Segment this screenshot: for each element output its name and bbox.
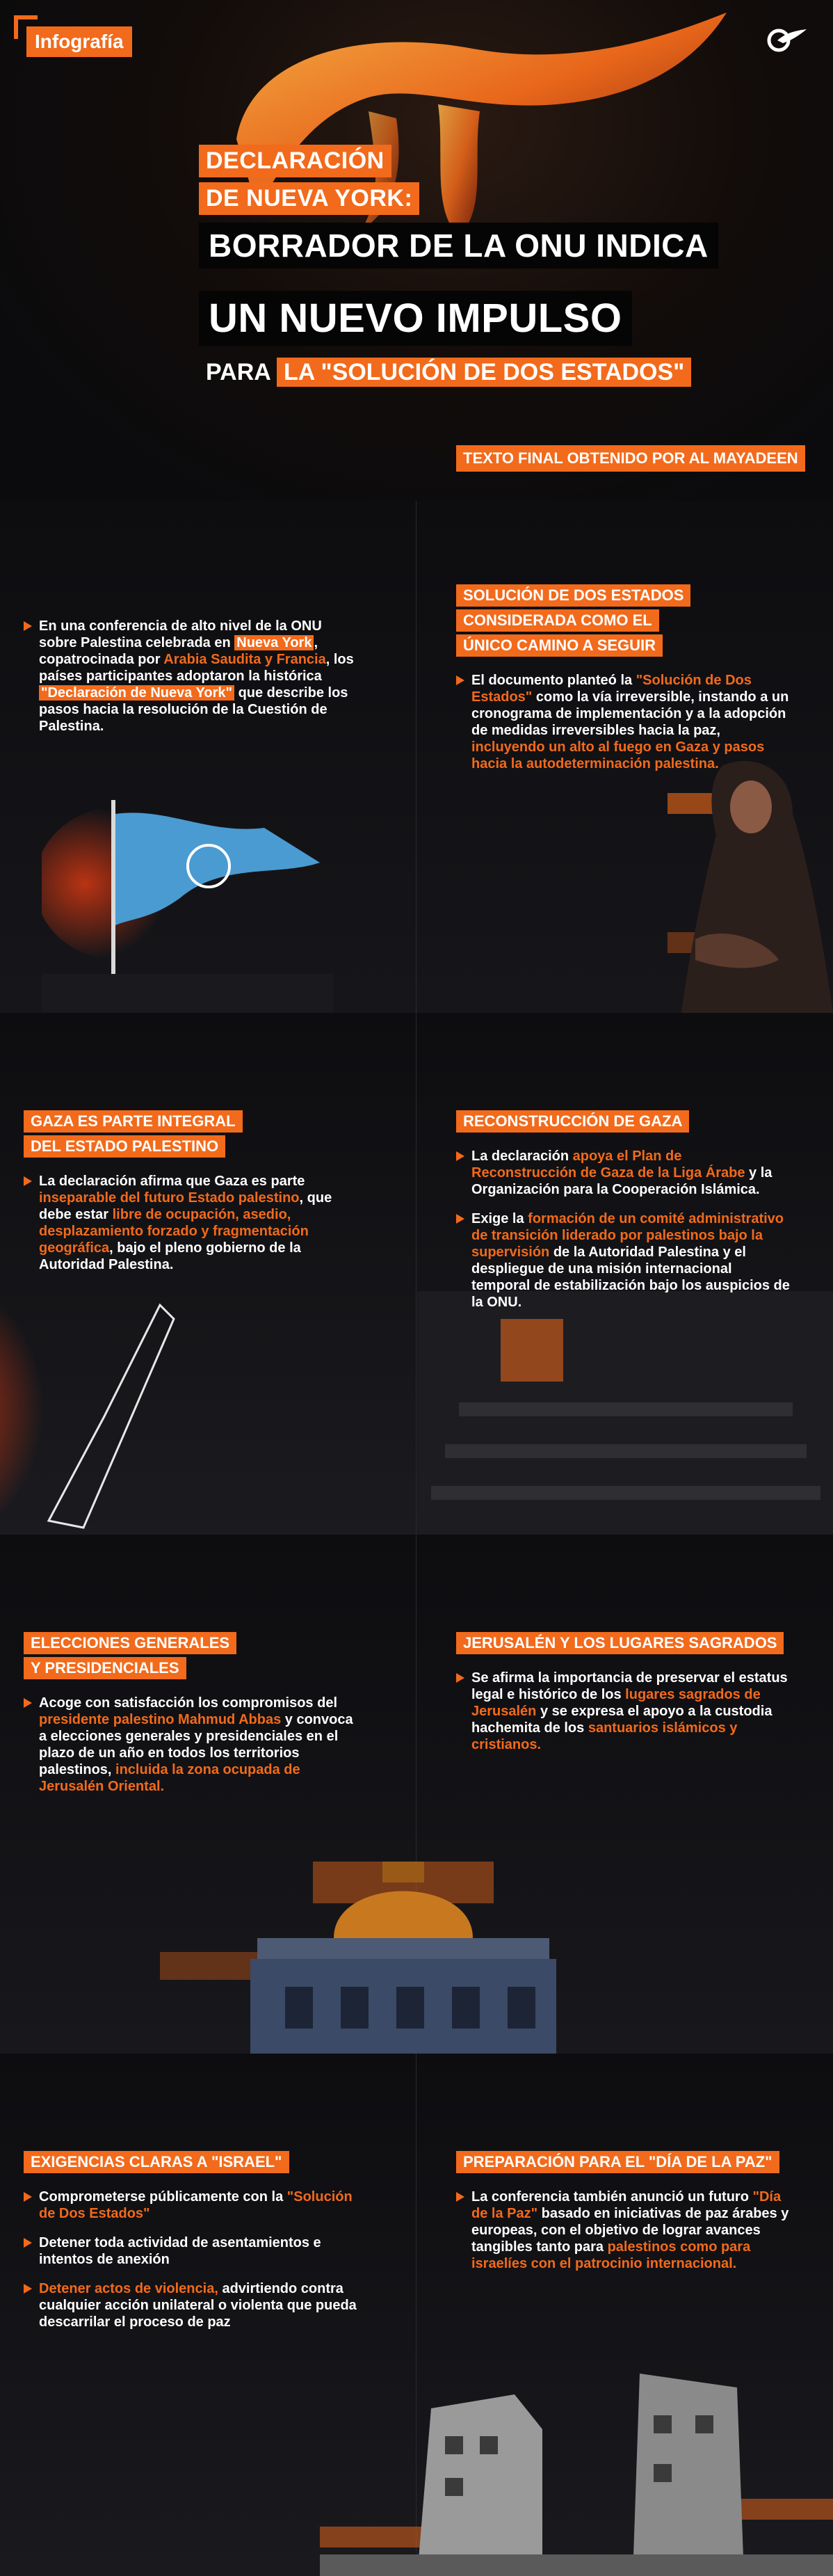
text-run: Detener actos de violencia, (39, 2281, 218, 2296)
source-badge: TEXTO FINAL OBTENIDO POR AL MAYADEEN (456, 445, 805, 472)
text-run: advirtiendo contra cualquier acción unilateral o violenta que pueda descarrilar el proceso de paz (39, 2281, 357, 2330)
bullet-paragraph (24, 1695, 357, 1795)
text-run: santuarios islámicos y cristianos. (471, 1720, 738, 1752)
text-run: El documento planteó la (471, 673, 636, 688)
text-run: apoya el Plan de Reconstrucción de Gaza de la Liga Árabe (471, 1149, 745, 1181)
section-1-right-column (456, 584, 790, 772)
section-gaza (0, 1013, 833, 1535)
header-banner (0, 0, 833, 501)
section-heading: ELECCIONES GENERALES (24, 1632, 236, 1654)
text-run: Nueva York (234, 635, 314, 650)
text-run: La conferencia también anunció un futuro (471, 2189, 753, 2205)
title-line-5-highlight: LA "SOLUCIÓN DE DOS ESTADOS" (277, 358, 691, 387)
text-run: , copatrocinada por (39, 635, 318, 667)
gaza-map-icon (0, 1291, 181, 1535)
section-heading: JERUSALÉN Y LOS LUGARES SAGRADOS (456, 1632, 784, 1654)
woman-with-child-photo-icon (668, 751, 833, 1013)
section-2-left-column (24, 1110, 357, 1273)
bullet-paragraph (24, 2234, 357, 2268)
text-run: "Solución de Dos Estados" (39, 2189, 353, 2221)
text-run: presidente palestino Mahmud Abbas (39, 1712, 282, 1727)
text-run: Se afirma la importancia de preservar el estatus legal e histórico de los (471, 1670, 788, 1702)
text-run: La declaración (471, 1149, 573, 1164)
bullet-paragraph (24, 1173, 357, 1273)
section-demands-peace-day (0, 2054, 833, 2576)
section-heading: RECONSTRUCCIÓN DE GAZA (456, 1110, 689, 1133)
section-4-right-column (456, 2151, 790, 2272)
text-run: libre de ocupación, asedio, desplazamiento forzado y fragmentación geográfica (39, 1207, 309, 1256)
text-run: En una conferencia de alto nivel de la ONU sobre Palestina celebrada en (39, 618, 322, 650)
section-heading: PREPARACIÓN PARA EL "DÍA DE LA PAZ" (456, 2151, 779, 2173)
text-run: y se expresa el apoyo a la custodia hachemita de los (471, 1704, 773, 1736)
text-run: , que debe estar (39, 1190, 332, 1222)
dome-of-the-rock-icon (160, 1834, 647, 2054)
text-run: formación de un comité administrativo de transición liderado por palestinos bajo la supervisión (471, 1211, 784, 1260)
text-run: que describe los pasos hacia la resolución de la Cuestión de Palestina. (39, 685, 348, 734)
text-run: "Día de la Paz" (471, 2189, 782, 2221)
text-run: Detener toda actividad de asentamientos e intentos de anexión (39, 2235, 321, 2267)
text-run: Exige la (471, 1211, 528, 1226)
text-run: y la Organización para la Cooperación Islámica. (471, 1165, 773, 1197)
title-line-2: DE NUEVA YORK: (199, 182, 419, 215)
infografia-tag: Infografía (26, 26, 132, 57)
text-run: como la vía irreversible, instando a un cronograma de implementación y a la adopción de medidas irreversibles hacia la paz, (471, 689, 789, 738)
title-line-4: UN NUEVO IMPULSO (199, 291, 632, 346)
text-run: lugares sagrados de Jerusalén (471, 1687, 761, 1719)
bullet-paragraph (24, 618, 357, 735)
text-run: , los países participantes adoptaron la histórica (39, 652, 354, 684)
un-flag-icon (42, 779, 334, 1013)
bullet-paragraph (456, 2189, 790, 2272)
bullet-paragraph (456, 1210, 790, 1311)
text-run: , bajo el pleno gobierno de la Autoridad Palestina. (39, 1240, 301, 1272)
text-run: basado en iniciativas de paz árabes y europeas, con el objetivo de lograr avances tangibles tanto para (471, 2206, 789, 2255)
text-run: Arabia Saudita y Francia (163, 652, 326, 667)
text-run: "Declaración de Nueva York" (39, 685, 234, 701)
title-line-3: BORRADOR DE LA ONU INDICA (199, 223, 718, 269)
text-run: La declaración afirma que Gaza es parte (39, 1174, 305, 1189)
bullet-paragraph (456, 1148, 790, 1198)
text-run: palestinos como para israelíes con el patrocinio internacional. (471, 2239, 751, 2271)
section-heading: SOLUCIÓN DE DOS ESTADOS (456, 584, 690, 607)
bullet-paragraph (456, 1670, 790, 1753)
text-run: de la Autoridad Palestina y el despliegue de una misión internacional temporal de estabilización bajo los auspicios de la ONU. (471, 1245, 790, 1310)
section-2-right-column (456, 1110, 790, 1311)
section-heading: Y PRESIDENCIALES (24, 1657, 186, 1679)
section-heading: DEL ESTADO PALESTINO (24, 1135, 225, 1158)
destroyed-buildings-icon (320, 2346, 833, 2576)
bullet-paragraph (456, 672, 790, 772)
title-line-5-prefix: PARA (206, 359, 270, 385)
section-heading: GAZA ES PARTE INTEGRAL (24, 1110, 243, 1133)
text-run: inseparable del futuro Estado palestino (39, 1190, 300, 1206)
section-heading: CONSIDERADA COMO EL (456, 609, 659, 632)
section-3-left-column (24, 1632, 357, 1795)
section-two-state-solution (0, 501, 833, 1013)
al-mayadeen-logo-icon (763, 25, 808, 56)
title-line-5 (206, 359, 691, 386)
text-run: incluyendo un alto al fuego en Gaza y pasos hacia la autodeterminación palestina. (471, 739, 765, 771)
bullet-paragraph (24, 2189, 357, 2222)
text-run: Acoge con satisfacción los compromisos del (39, 1695, 338, 1711)
title-line-1: DECLARACIÓN (199, 145, 391, 177)
text-run: Comprometerse públicamente con la (39, 2189, 287, 2205)
meeting-room-photo-icon (417, 1291, 833, 1535)
section-elections-jerusalem (0, 1535, 833, 2054)
section-heading: EXIGENCIAS CLARAS A "ISRAEL" (24, 2151, 289, 2173)
section-4-left-column (24, 2151, 357, 2330)
text-run: y convoca a elecciones generales y presidenciales en el plazo de un año en todos los territorios palestinos, (39, 1712, 353, 1777)
text-run: incluida la zona ocupada de Jerusalén Oriental. (39, 1762, 300, 1794)
section-1-left-column (24, 605, 357, 735)
section-heading: ÚNICO CAMINO A SEGUIR (456, 634, 663, 657)
text-run: "Solución de Dos Estados" (471, 673, 752, 705)
section-3-right-column (456, 1632, 790, 1753)
bullet-paragraph (24, 2280, 357, 2330)
